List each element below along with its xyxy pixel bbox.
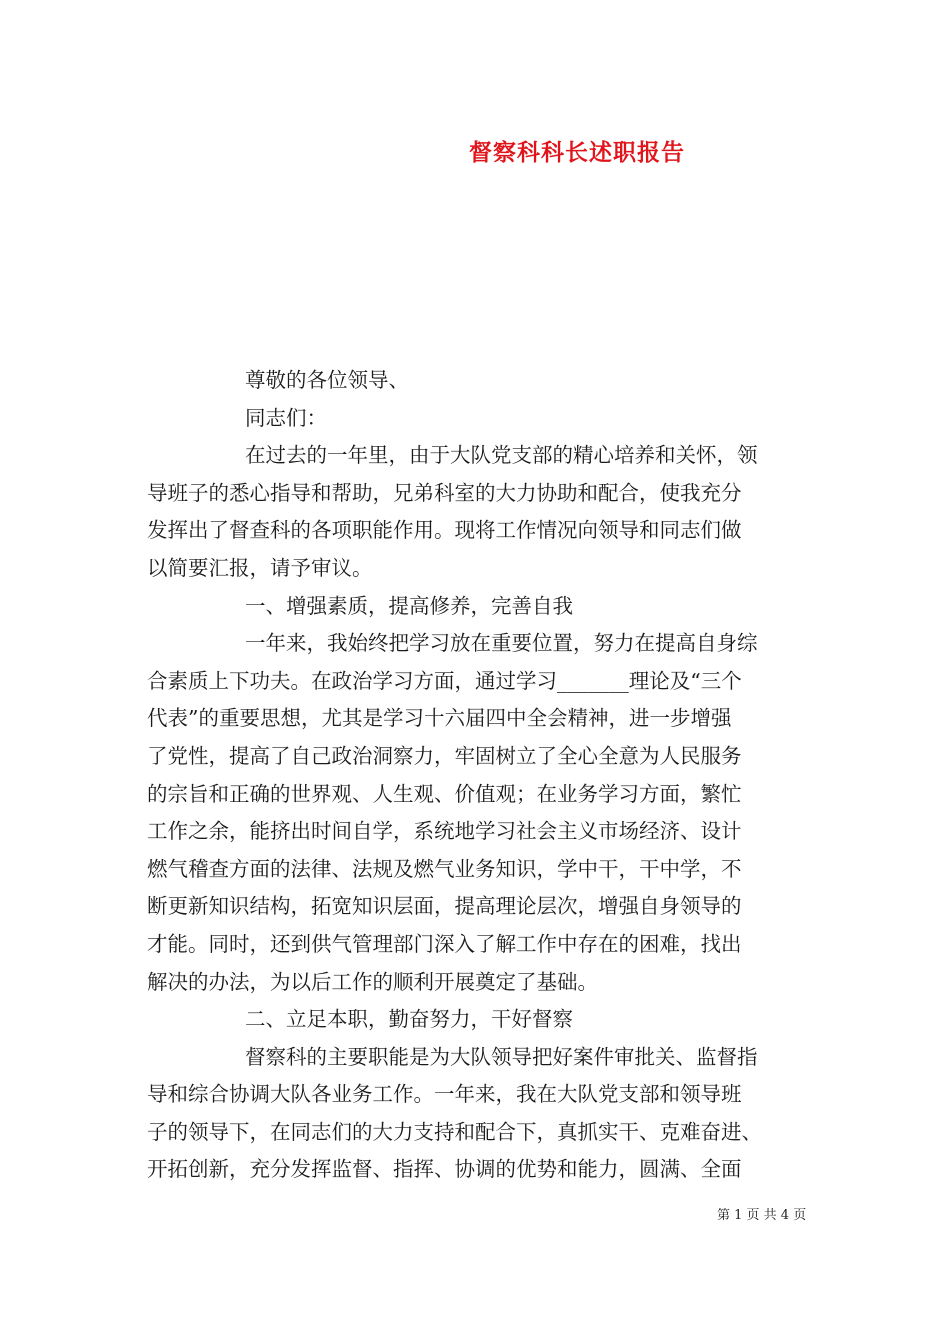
paragraph-line: 以简要汇报，请予审议。 [147, 555, 373, 580]
paragraph-line: 发挥出了督查科的各项职能作用。现将工作情况向领导和同志们做 [147, 518, 742, 543]
paragraph-line: 导和综合协调大队各业务工作。一年来，我在大队党支部和领导班 [147, 1082, 742, 1107]
paragraph-line: 督察科的主要职能是为大队领导把好案件审批关、监督指 [245, 1044, 758, 1069]
paragraph-line: 一年来，我始终把学习放在重要位置，努力在提高自身综 [245, 631, 758, 656]
paragraph-line: 子的领导下，在同志们的大力支持和配合下，真抓实干、克难奋进、 [147, 1119, 762, 1144]
paragraph-line: 了党性，提高了自己政治洞察力，牢固树立了全心全意为人民服务 [147, 743, 742, 768]
paragraph-line: 解决的办法，为以后工作的顺利开展奠定了基础。 [147, 969, 598, 994]
paragraph-line: 才能。同时，还到供气管理部门深入了解工作中存在的困难，找出 [147, 931, 742, 956]
paragraph-line: 工作之余，能挤出时间自学，系统地学习社会主义市场经济、设计 [147, 819, 742, 844]
salutation-line-1: 尊敬的各位领导、 [245, 368, 409, 392]
salutation-line-2: 同志们： [245, 405, 327, 430]
paragraph-line: 的宗旨和正确的世界观、人生观、价值观；在业务学习方面，繁忙 [147, 781, 742, 806]
paragraph-line: 代表”的重要思想，尤其是学习十六届四中全会精神，进一步增强 [147, 706, 732, 731]
paragraph-line: 导班子的悉心指导和帮助，兄弟科室的大力协助和配合，使我充分 [147, 480, 742, 505]
paragraph-line: 合素质上下功夫。在政治学习方面，通过学习_______理论及“三个 [147, 668, 742, 693]
section-heading-2: 二、立足本职，勤奋努力，干好督察 [245, 1007, 573, 1032]
document-body [147, 362, 807, 1189]
section-heading-1: 一、增强素质，提高修养，完善自我 [245, 593, 573, 618]
page-number-footer: 第 1 页 共 4 页 [717, 1208, 807, 1223]
paragraph-line: 燃气稽查方面的法律、法规及燃气业务知识，学中干，干中学，不 [147, 856, 742, 881]
paragraph-line: 开拓创新，充分发挥监督、指挥、协调的优势和能力，圆满、全面 [147, 1157, 742, 1182]
paragraph-line: 在过去的一年里，由于大队党支部的精心培养和关怀，领 [245, 443, 758, 468]
paragraph-line: 断更新知识结构，拓宽知识层面，提高理论层次，增强自身领导的 [147, 894, 742, 919]
document-title: 督察科科长述职报告 [469, 139, 685, 166]
